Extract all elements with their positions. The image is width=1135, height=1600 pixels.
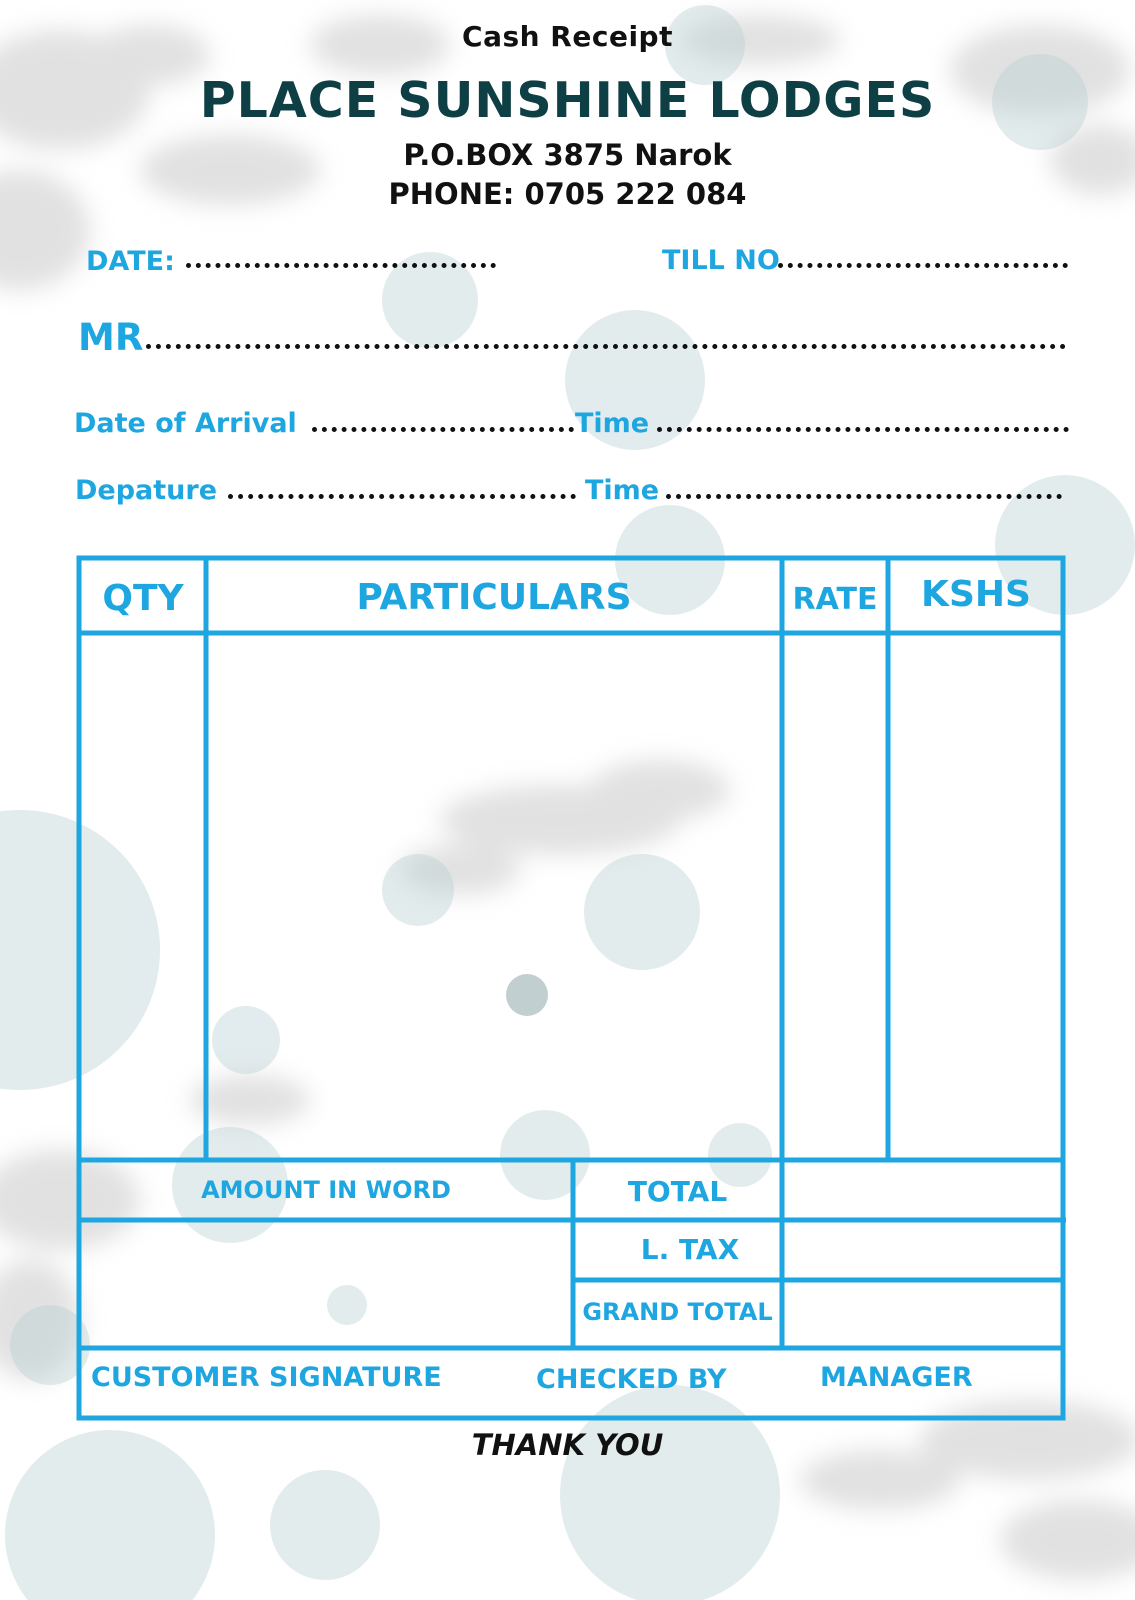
document-type-title: Cash Receipt: [462, 20, 673, 53]
local-tax-label: L. TAX: [640, 1233, 740, 1266]
arrival-time-label: Time: [575, 408, 650, 439]
business-phone: PHONE: 0705 222 084: [388, 177, 747, 211]
column-header-kshs: KSHS: [921, 574, 1031, 615]
grand-total-label: GRAND TOTAL: [582, 1298, 773, 1326]
departure-date-label: Depature: [75, 475, 218, 506]
till-number-label: TILL NO: [662, 245, 780, 276]
column-header-particulars: PARTICULARS: [356, 577, 632, 618]
business-name: PLACE SUNSHINE LODGES: [199, 72, 936, 129]
amount-in-word-label: AMOUNT IN WORD: [201, 1176, 451, 1204]
column-header-qty: QTY: [102, 578, 184, 619]
total-label: TOTAL: [627, 1175, 728, 1208]
customer-name-label: MR: [78, 316, 144, 359]
departure-time-label: Time: [585, 475, 660, 506]
manager-label: MANAGER: [820, 1362, 973, 1393]
business-address: P.O.BOX 3875 Narok: [403, 138, 732, 172]
date-label: DATE:: [86, 246, 175, 277]
thank-you-message: THANK YOU: [471, 1428, 664, 1462]
column-header-rate: RATE: [792, 582, 878, 617]
checked-by-label: CHECKED BY: [536, 1364, 727, 1395]
arrival-date-label: Date of Arrival: [74, 408, 297, 439]
customer-signature-label: CUSTOMER SIGNATURE: [91, 1362, 442, 1393]
